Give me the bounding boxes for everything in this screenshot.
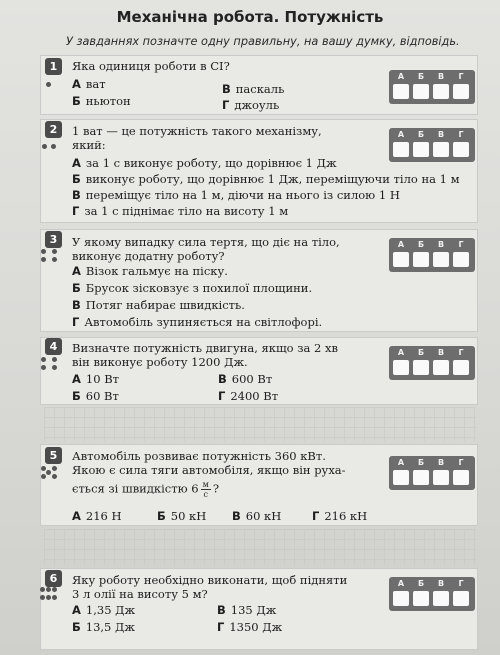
question-number-1: 1 — [45, 58, 62, 75]
question-1-stem: Яка одиниця роботи в СІ? — [72, 59, 230, 73]
answer-box-v[interactable] — [433, 360, 449, 375]
q3-option-a[interactable]: А Візок гальмує на піску. — [72, 264, 228, 278]
answer-box-b[interactable] — [413, 360, 429, 375]
answer-box-g[interactable] — [453, 470, 469, 485]
q4-option-b[interactable]: Б 60 Вт — [72, 389, 119, 403]
question-number-5: 5 — [45, 447, 62, 464]
answer-box-b[interactable] — [413, 470, 429, 485]
answer-box-v[interactable] — [433, 252, 449, 267]
difficulty-dots-6 — [40, 587, 58, 601]
q5-option-a[interactable]: А 216 Н — [72, 509, 122, 523]
answer-grid-1[interactable]: А Б В Г — [389, 70, 475, 104]
question-3-stem: У якому випадку сила тертя, що діє на тіло, виконує додатну роботу? — [72, 235, 340, 263]
question-5-stem: Автомобіль розвиває потужність 360 кВт. Якою є сила тяги автомобіля, якщо він руха- ється зі швидкістю 6 $\frac{м}{с}$ ? — [72, 449, 346, 499]
answer-grid-6[interactable]: А Б В Г — [389, 577, 475, 611]
velocity-unit-fraction: $\frac{м}{с}$ — [202, 480, 209, 499]
answer-box-b[interactable] — [413, 252, 429, 267]
q6-option-a[interactable]: А 1,35 Дж — [72, 603, 136, 617]
answer-box-a[interactable] — [393, 252, 409, 267]
answer-grid-2[interactable]: А Б В Г — [389, 128, 475, 162]
answer-box-b[interactable] — [413, 591, 429, 606]
answer-box-g[interactable] — [453, 591, 469, 606]
answer-box-g[interactable] — [453, 360, 469, 375]
q3-option-g[interactable]: Г Автомобіль зупиняється на світлофорі. — [72, 315, 323, 329]
difficulty-dots-3 — [40, 249, 58, 263]
answer-box-a[interactable] — [393, 142, 409, 157]
q1-option-g[interactable]: Г джоуль — [222, 98, 280, 112]
answer-box-v[interactable] — [433, 84, 449, 99]
answer-box-b[interactable] — [413, 84, 429, 99]
answer-box-v[interactable] — [433, 470, 449, 485]
answer-grid-4[interactable]: А Б В Г — [389, 346, 475, 380]
q1-option-b[interactable]: Б ньютон — [72, 94, 131, 108]
question-4-stem: Визначте потужність двигуна, якщо за 2 хв він виконує роботу 1200 Дж. — [72, 341, 338, 369]
question-number-6: 6 — [45, 570, 62, 587]
answer-box-b[interactable] — [413, 142, 429, 157]
answer-box-g[interactable] — [453, 142, 469, 157]
q6-option-v[interactable]: В 135 Дж — [217, 603, 277, 617]
answer-box-a[interactable] — [393, 84, 409, 99]
q2-option-v[interactable]: В переміщує тіло на 1 м, діючи на нього із силою 1 Н — [72, 188, 400, 202]
q6-option-g[interactable]: Г 1350 Дж — [217, 620, 283, 634]
difficulty-dots-4 — [40, 357, 58, 371]
question-number-4: 4 — [45, 338, 62, 355]
q1-option-v[interactable]: В паскаль — [222, 82, 285, 96]
q6-option-b[interactable]: Б 13,5 Дж — [72, 620, 135, 634]
answer-box-g[interactable] — [453, 252, 469, 267]
question-number-3: 3 — [45, 231, 62, 248]
answer-grid-5[interactable]: А Б В Г — [389, 456, 475, 490]
question-number-2: 2 — [45, 121, 62, 138]
answer-box-a[interactable] — [393, 591, 409, 606]
difficulty-dots-2 — [40, 140, 58, 154]
q5-option-v[interactable]: В 60 кН — [232, 509, 282, 523]
difficulty-dots-1 — [40, 78, 58, 92]
answer-box-a[interactable] — [393, 360, 409, 375]
instruction-text: У завданнях позначте одну правильну, на вашу думку, відповідь. — [66, 35, 460, 48]
difficulty-dots-5 — [40, 466, 58, 480]
q5-option-b[interactable]: Б 50 кН — [157, 509, 207, 523]
question-6-stem: Яку роботу необхідно виконати, щоб підняти 3 л олії на висоту 5 м? — [72, 573, 348, 601]
q4-option-v[interactable]: В 600 Вт — [218, 372, 273, 386]
question-2-stem: 1 ват — це потужність такого механізму, який: — [72, 124, 322, 152]
answer-box-g[interactable] — [453, 84, 469, 99]
q1-option-a[interactable]: А ват — [72, 77, 106, 91]
q4-option-a[interactable]: А 10 Вт — [72, 372, 120, 386]
q3-option-v[interactable]: В Потяг набирає швидкість. — [72, 298, 245, 312]
q3-option-b[interactable]: Б Брусок зісковзує з похилої площини. — [72, 281, 313, 295]
work-grid-4 — [44, 407, 476, 441]
page-title: Механічна робота. Потужність — [116, 8, 384, 26]
q2-option-b[interactable]: Б виконує роботу, що дорівнює 1 Дж, переміщуючи тіло на 1 м — [72, 172, 460, 186]
answer-box-v[interactable] — [433, 142, 449, 157]
q2-option-a[interactable]: А за 1 с виконує роботу, що дорівнює 1 Дж — [72, 156, 337, 170]
q5-option-g[interactable]: Г 216 кН — [312, 509, 368, 523]
answer-grid-3[interactable]: А Б В Г — [389, 238, 475, 272]
work-grid-5 — [44, 529, 476, 565]
q2-option-g[interactable]: Г за 1 с піднімає тіло на висоту 1 м — [72, 204, 289, 218]
answer-box-v[interactable] — [433, 591, 449, 606]
q4-option-g[interactable]: Г 2400 Вт — [218, 389, 279, 403]
answer-box-a[interactable] — [393, 470, 409, 485]
